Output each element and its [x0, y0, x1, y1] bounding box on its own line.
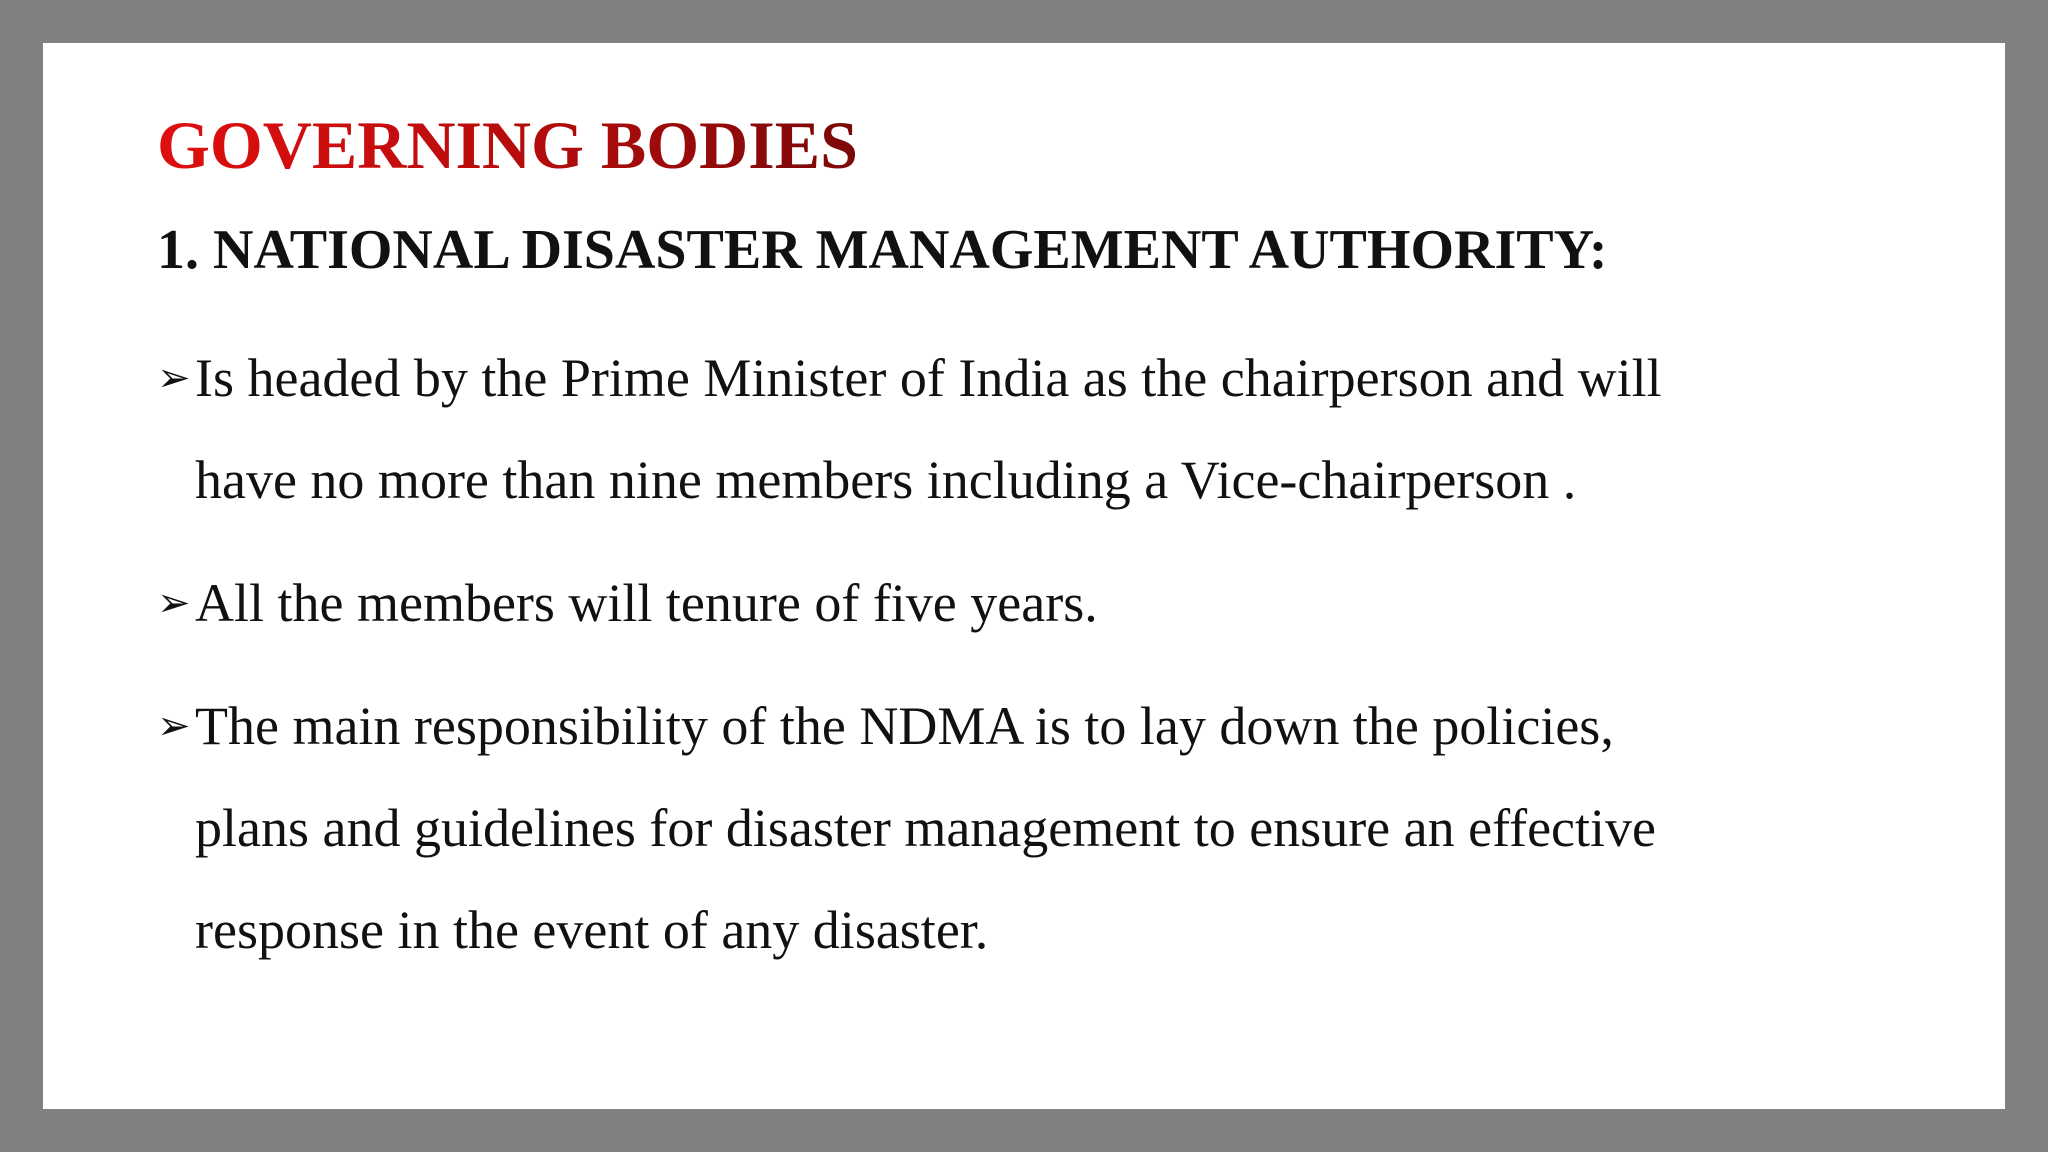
arrowhead-bullet-icon: ➢ — [157, 355, 191, 401]
bullet-line: have no more than nine members including a Vice-chairperson . — [195, 450, 1577, 510]
bullet-item — [157, 675, 1957, 981]
slide — [43, 43, 2005, 1109]
bullet-line: All the members will tenure of five years. — [195, 573, 1098, 633]
bullet-line: response in the event of any disaster. — [195, 900, 989, 960]
section-heading: 1. NATIONAL DISASTER MANAGEMENT AUTHORITY: — [157, 219, 1608, 281]
bullet-list — [157, 327, 1957, 981]
bullet-item — [157, 327, 1957, 531]
arrowhead-bullet-icon: ➢ — [157, 703, 191, 749]
arrowhead-bullet-icon: ➢ — [157, 580, 191, 626]
bullet-line: plans and guidelines for disaster management to ensure an effective — [195, 798, 1656, 858]
slide-title: GOVERNING BODIES — [157, 105, 858, 187]
bullet-line: The main responsibility of the NDMA is to lay down the policies, — [195, 696, 1614, 756]
bullet-item — [157, 552, 1957, 654]
bullet-line: Is headed by the Prime Minister of India as the chairperson and will — [195, 348, 1662, 408]
